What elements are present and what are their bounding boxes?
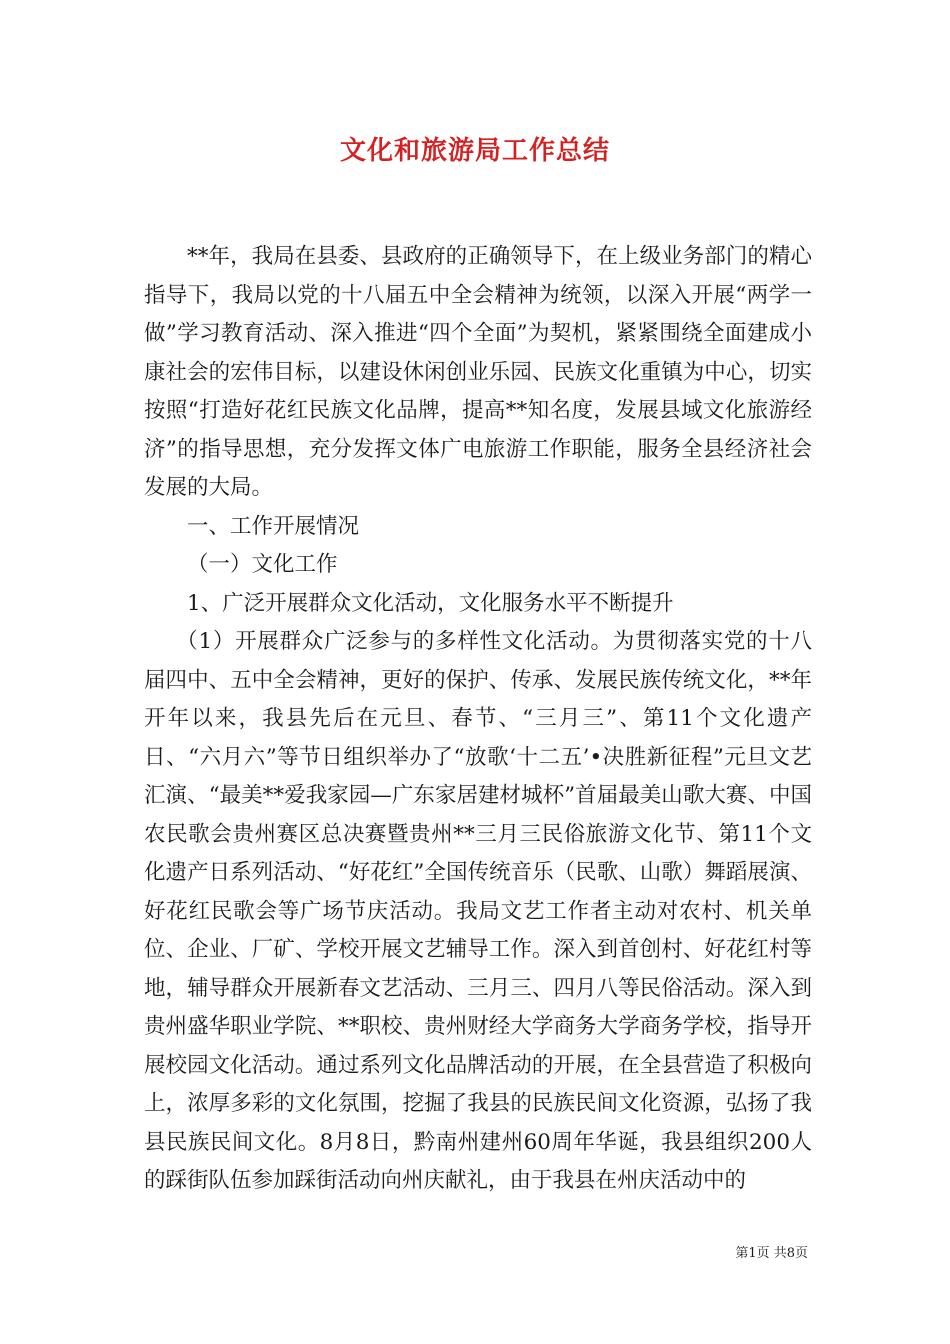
section-heading: 一、工作开展情况 xyxy=(187,513,360,539)
subsection-heading: （一）文化工作 xyxy=(187,552,338,577)
body-paragraph: （1）开展群众广泛参与的多样性文化活动。为贯彻落实党的十八届四中、五中全会精神，更好的保护、传承、发展民族传统文化，**年开年以来，我县先后在元旦、春节、“三月三”、第11个文化遗产日、“六月六”等节日组织举办了“放歌‘十二五’•决胜新征程”元旦文艺汇演、“最美**爱我家园—广东家居建材城杯”首届最美山歌大赛、中国农民歌会贵州赛区总决赛暨贵州**三月三民俗旅游文化节、第11个文化遗产日系列活动、“好花红”全国传统音乐（民歌、山歌）舞蹈展演、好花红民歌会等广场节庆活动。我局文艺工作者主动对农村、机关单位、企业、厂矿、学校开展文艺辅导工作。深入到首创村、好花红村等地，辅导群众开展新春文艺活动、三月三、四月八等民俗活动。深入到贵州盛华职业学院、**职校、贵州财经大学商务大学商务学校，指导开展校园文化活动。通过系列文化品牌活动的开展，在全县营造了积极向上，浓厚多彩的文化氛围，挖掘了我县的民族民间文化资源，弘扬了我县民族民间文化。8月8日，黔南州建州60周年华诞，我县组织200人的踩街队伍参加踩街活动向州庆献礼，由于我县在州庆活动中的 xyxy=(144,629,812,1193)
intro-paragraph: **年，我局在县委、县政府的正确领导下，在上级业务部门的精心指导下，我局以党的十八届五中全会精神为统领，以深入开展“两学一做”学习教育活动、深入推进“四个全面”为契机，紧紧围绕全面建成小康社会的宏伟目标，以建设休闲创业乐园、民族文化重镇为中心，切实按照“打造好花红民族文化品牌，提高**知名度，发展县域文化旅游经济”的指导思想，充分发挥文体广电旅游工作职能，服务全县经济社会发展的大局。 xyxy=(144,244,812,500)
page-number: 第1页 共8页 xyxy=(735,1246,808,1261)
document-title: 文化和旅游局工作总结 xyxy=(339,136,610,166)
item-heading: 1、广泛开展群众文化活动，文化服务水平不断提升 xyxy=(187,590,674,616)
document-body xyxy=(144,238,812,1201)
